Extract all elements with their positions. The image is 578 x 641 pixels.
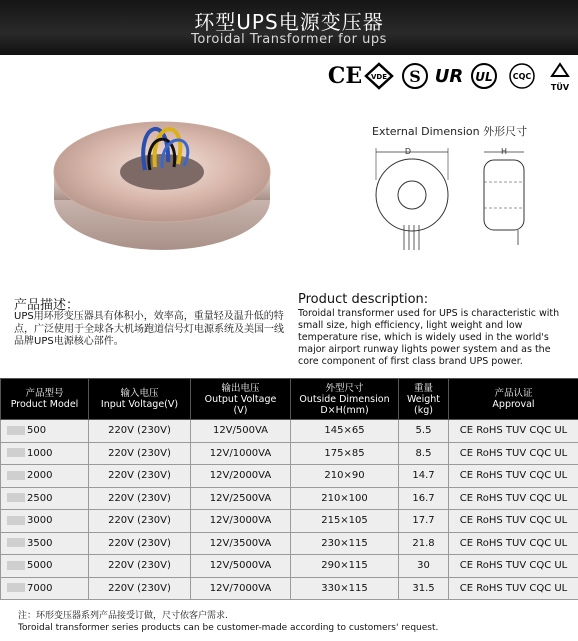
header-product-model: 产品型号 Product Model [1, 379, 89, 420]
cell-model: 2500 [1, 487, 89, 510]
spec-table [0, 378, 578, 600]
cell-weight: 21.8 [399, 532, 449, 555]
cell-weight: 16.7 [399, 487, 449, 510]
page-subtitle: Toroidal Transformer for ups [191, 32, 387, 47]
table-row [1, 442, 578, 465]
cell-dimension: 210×90 [291, 465, 399, 488]
cell-approval: CE RoHS TUV CQC UL [449, 555, 578, 578]
cell-approval: CE RoHS TUV CQC UL [449, 442, 578, 465]
ul-mark-icon [470, 62, 498, 90]
footnote-cn: 注：环形变压器系列产品接受订做，尺寸依客户需求. [18, 611, 228, 621]
cell-output: 12V/500VA [191, 420, 291, 443]
cell-dimension: 290×115 [291, 555, 399, 578]
cell-model: 1000 [1, 442, 89, 465]
cell-dimension: 175×85 [291, 442, 399, 465]
description-cn-title: 产品描述： [14, 298, 80, 313]
description-en-text: Toroidal transformer used for UPS is characteristic with small size, high efficiency, light weight and low temperature rise, which is widely used in the world's major airport runway lights power system and as the core component of first class brand UPS power. [298, 308, 560, 367]
footnote-en: Toroidal transformer series products can be customer-made according to customers' request. [18, 623, 439, 633]
cell-input: 220V (230V) [89, 555, 191, 578]
table-row [1, 465, 578, 488]
svg-text:VDE: VDE [370, 73, 388, 81]
svg-text:S: S [409, 67, 421, 86]
cell-output: 12V/1000VA [191, 442, 291, 465]
cell-dimension: 210×100 [291, 487, 399, 510]
table-header-row [1, 379, 578, 420]
cell-output: 12V/3500VA [191, 532, 291, 555]
header-approval: 产品认证 Approval [449, 379, 578, 420]
header-output-voltage: 输出电压 Output Voltage (V) [191, 379, 291, 420]
cell-approval: CE RoHS TUV CQC UL [449, 487, 578, 510]
cell-output: 12V/3000VA [191, 510, 291, 533]
cell-model: 7000 [1, 577, 89, 600]
svg-text:CQC: CQC [512, 72, 532, 81]
description-en-title: Product description: [298, 292, 429, 307]
cell-approval: CE RoHS TUV CQC UL [449, 510, 578, 533]
cell-model: 5000 [1, 555, 89, 578]
tuv-mark-icon [546, 62, 574, 96]
cell-output: 12V/5000VA [191, 555, 291, 578]
footnote [18, 610, 438, 634]
cell-model: 3000 [1, 510, 89, 533]
table-row [1, 532, 578, 555]
header-banner [0, 0, 578, 55]
cell-dimension: 230×115 [291, 532, 399, 555]
cell-dimension: 215×105 [291, 510, 399, 533]
cell-approval: CE RoHS TUV CQC UL [449, 465, 578, 488]
cell-input: 220V (230V) [89, 510, 191, 533]
table-row [1, 487, 578, 510]
cell-weight: 14.7 [399, 465, 449, 488]
table-row [1, 420, 578, 443]
external-dimension-title: External Dimension 外形尺寸 [372, 125, 528, 138]
certification-logos [327, 62, 575, 102]
cell-weight: 8.5 [399, 442, 449, 465]
cell-output: 12V/2000VA [191, 465, 291, 488]
ur-mark-icon: UR [434, 65, 464, 87]
cell-approval: CE RoHS TUV CQC UL [449, 532, 578, 555]
svg-text:TÜV: TÜV [550, 83, 570, 92]
header-weight: 重量 Weight (kg) [399, 379, 449, 420]
table-row [1, 577, 578, 600]
cell-dimension: 330×115 [291, 577, 399, 600]
svg-text:UL: UL [475, 70, 493, 84]
cell-input: 220V (230V) [89, 577, 191, 600]
dimension-d-label: D [404, 147, 412, 156]
header-outside-dimension: 外型尺寸 Outside Dimension D×H(mm) [291, 379, 399, 420]
cell-output: 12V/7000VA [191, 577, 291, 600]
cell-approval: CE RoHS TUV CQC UL [449, 577, 578, 600]
cell-model: 2000 [1, 465, 89, 488]
cell-input: 220V (230V) [89, 420, 191, 443]
cell-approval: CE RoHS TUV CQC UL [449, 420, 578, 443]
cell-weight: 17.7 [399, 510, 449, 533]
dimension-h-label: H [500, 147, 508, 156]
table-row [1, 555, 578, 578]
external-dimension-drawing [368, 140, 568, 265]
cqc-mark-icon [506, 62, 538, 90]
cell-output: 12V/2500VA [191, 487, 291, 510]
cell-model: 500 [1, 420, 89, 443]
cell-input: 220V (230V) [89, 442, 191, 465]
cell-dimension: 145×65 [291, 420, 399, 443]
page-title: 环型UPS电源变压器 [194, 10, 384, 34]
header-input-voltage: 输入电压 Input Voltage(V) [89, 379, 191, 420]
cell-model: 3500 [1, 532, 89, 555]
cell-weight: 30 [399, 555, 449, 578]
cell-weight: 5.5 [399, 420, 449, 443]
table-row [1, 510, 578, 533]
cell-input: 220V (230V) [89, 532, 191, 555]
cell-weight: 31.5 [399, 577, 449, 600]
cell-input: 220V (230V) [89, 465, 191, 488]
ce-mark-icon: CE [327, 63, 363, 89]
s-mark-icon [400, 62, 430, 90]
description-cn-text: UPS用环形变压器具有体积小，效率高，重量轻及温升低的特点，广泛使用于全球各大机场跑道信号灯电源系统及美国一线品牌UPS电源核心部件。 [14, 311, 284, 347]
vde-mark-icon [364, 62, 394, 90]
cell-input: 220V (230V) [89, 487, 191, 510]
toroidal-transformer-image [50, 92, 275, 262]
